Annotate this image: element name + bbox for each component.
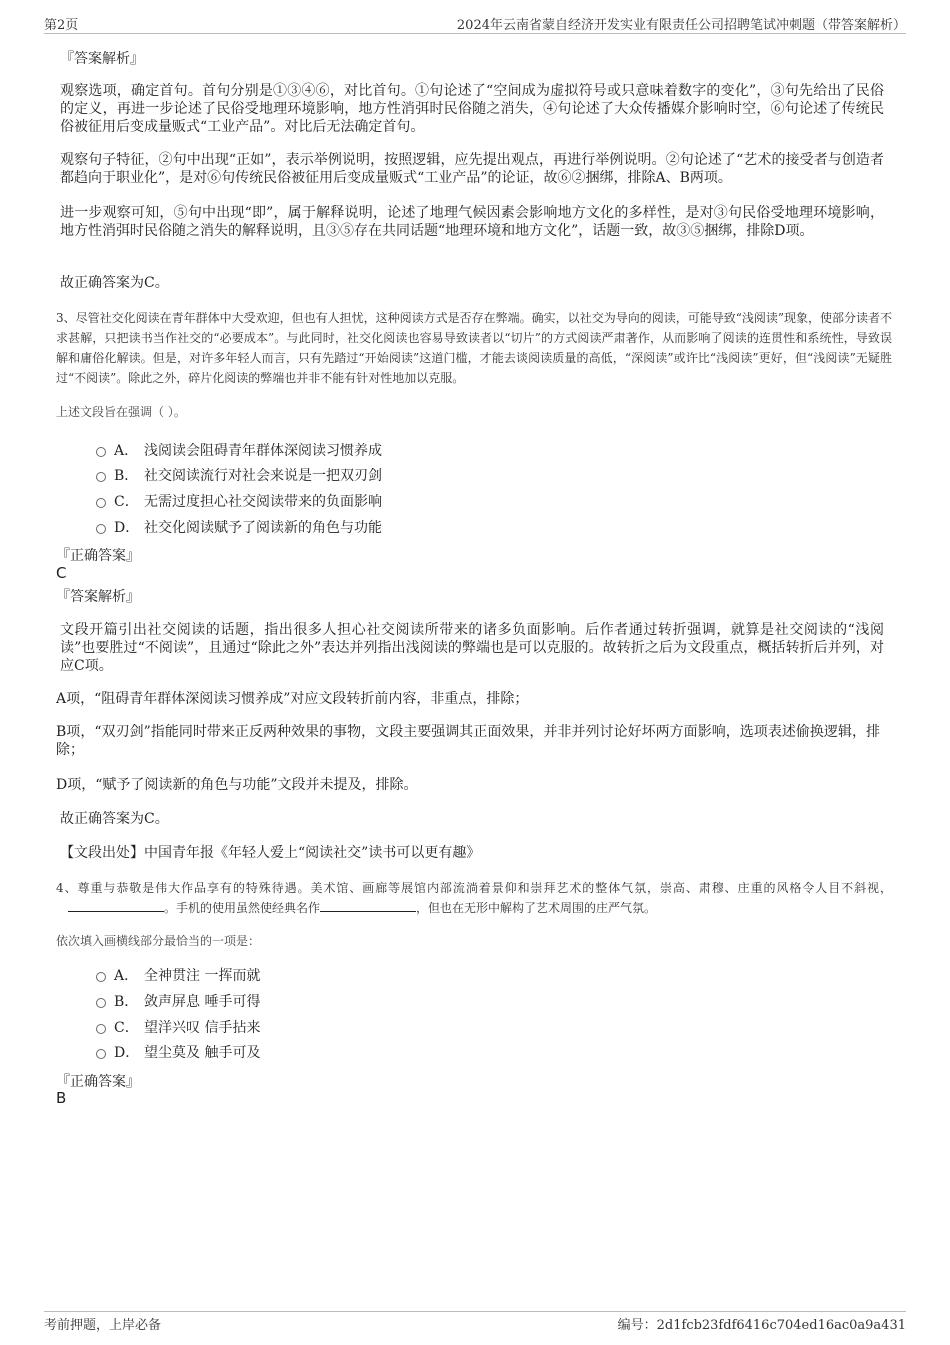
document-code: 编号：2d1fcb23fdf6416c704ed16ac0a9a431: [617, 1318, 906, 1333]
radio-button-icon[interactable]: [96, 972, 106, 982]
option-letter: B．: [114, 468, 139, 484]
document-title: 2024年云南省蒙自经济开发实业有限责任公司招聘笔试冲刺题（带答案解析）: [456, 18, 906, 33]
q3-prompt: 上述文段旨在强调（ ）。: [56, 405, 186, 419]
fill-blank[interactable]: [68, 900, 164, 912]
q4-stem-text: 4、尊重与恭敬是伟大作品享有的特殊待遇。美术馆、画廊等展馆内部流淌着景仰和崇拜艺术的整体气氛，崇高、肃穆、庄重的风格令人目不斜视，: [56, 881, 892, 895]
option-letter: C．: [114, 494, 139, 510]
q2-final-answer: 故正确答案为C。: [60, 275, 169, 291]
radio-button-icon[interactable]: [96, 498, 106, 508]
option-letter: D．: [114, 1045, 140, 1061]
radio-button-icon[interactable]: [96, 998, 106, 1008]
q3-explanation-paragraph: D项，“赋予了阅读新的角色与功能”文段并未提及，排除。: [56, 777, 418, 793]
radio-button-icon[interactable]: [96, 472, 106, 482]
q4-option-b[interactable]: [96, 991, 260, 1011]
radio-button-icon[interactable]: [96, 524, 106, 534]
option-text: 浅阅读会阻碍青年群体深阅读习惯养成: [144, 443, 382, 459]
option-letter: C．: [114, 1020, 139, 1036]
q4-stem-text: ，但也在无形中解构了艺术周围的庄严气氛。: [416, 901, 657, 915]
q2-explanation-paragraph: 观察选项，确定首句。首句分别是①③④⑥，对比首句。①句论述了“空间成为虚拟符号或只意味着数字的变化”，③句先给出了民俗的定义，再进一步论述了民俗受地理环境影响，地方性消弭时民俗随之消失，④句论述了大众传播媒介影响时空，⑥句论述了传统民俗被征用后变成量贩式“工业产品”。对比后无法确定首句。: [60, 83, 884, 135]
q4-answer: B: [56, 1089, 67, 1107]
q3-answer-label: 『正确答案』: [56, 548, 140, 564]
fill-blank[interactable]: [320, 900, 416, 912]
q4-stem-text: 。手机的使用虽然使经典名作: [164, 901, 321, 915]
option-text: 望洋兴叹 信手拈来: [144, 1020, 261, 1036]
option-letter: D．: [114, 520, 140, 536]
radio-button-icon[interactable]: [96, 447, 106, 457]
q3-option-b[interactable]: [96, 465, 382, 485]
option-text: 无需过度担心社交阅读带来的负面影响: [144, 494, 382, 510]
q4-option-a[interactable]: [96, 965, 260, 985]
radio-button-icon[interactable]: [96, 1024, 106, 1034]
q4-prompt: 依次填入画横线部分最恰当的一项是：: [56, 934, 261, 948]
q3-stem: 3、尽管社交化阅读在青年群体中大受欢迎，但也有人担忧，这种阅读方式是否存在弊端。确实，以社交为导向的阅读，可能导致“浅阅读”现象，使部分读者不求甚解，只把读书当作社交的“必要成本”。与此同时，社交化阅读也容易导致读者以“切片”的方式阅读严肃著作，从而影响了阅读的连贯性和系统性，导致误解和庸俗化解读。但是，对许多年轻人而言，只有先踏过“开始阅读”这道门槛，才能去谈阅读质量的高低，“深阅读”或许比“浅阅读”更好，但“浅阅读”无疑胜过“不阅读”。除此之外，碎片化阅读的弊端也并非不能有针对性地加以克服。: [56, 311, 892, 385]
q3-final-answer: 故正确答案为C。: [60, 811, 169, 827]
q2-explanation-paragraph: 进一步观察可知，⑤句中出现“即”，属于解释说明，论述了地理气候因素会影响地方文化的多样性，是对③句民俗受地理环境影响，地方性消弭时民俗随之消失的解释说明，且③⑤存在共同话题“地理环境和地方文化”，话题一致，故③⑤捆绑，排除D项。: [60, 205, 884, 239]
q3-explanation-paragraph: A项，“阻碍青年群体深阅读习惯养成”对应文段转折前内容，非重点，排除；: [56, 691, 529, 707]
option-text: 全神贯注 一挥而就: [144, 968, 261, 984]
option-letter: A．: [114, 968, 139, 984]
q2-explanation-paragraph: 观察句子特征，②句中出现“正如”，表示举例说明，按照逻辑，应先提出观点，再进行举例说明。②句论述了“艺术的接受者与创造者都趋向于职业化”，是对⑥句传统民俗被征用后变成量贩式“工业产品”的论证，故⑥②捆绑，排除A、B两项。: [60, 152, 884, 186]
page-number: 第2页: [44, 18, 79, 33]
q3-option-d[interactable]: [96, 517, 382, 537]
q3-answer: C: [56, 564, 67, 582]
q4-option-c[interactable]: [96, 1017, 260, 1037]
q4-answer-label: 『正确答案』: [56, 1074, 140, 1090]
q3-explanation-label: 『答案解析』: [56, 589, 140, 605]
option-letter: A．: [114, 443, 139, 459]
page-header: [44, 12, 906, 34]
option-letter: B．: [114, 994, 139, 1010]
option-text: 敛声屏息 唾手可得: [144, 994, 261, 1010]
option-text: 社交化阅读赋予了阅读新的角色与功能: [144, 520, 382, 536]
q4-option-d[interactable]: [96, 1042, 260, 1062]
q3-option-c[interactable]: [96, 491, 382, 511]
option-text: 社交阅读流行对社会来说是一把双刃剑: [144, 468, 382, 484]
radio-button-icon[interactable]: [96, 1049, 106, 1059]
q2-explanation-label: 『答案解析』: [60, 51, 144, 67]
q4-stem: [56, 878, 892, 918]
footer-slogan: 考前押题，上岸必备: [44, 1318, 162, 1333]
q3-explanation-paragraph: B项，“双刃剑”指能同时带来正反两种效果的事物，文段主要强调其正面效果，并非并列讨论好坏两方面影响，选项表述偷换逻辑，排除；: [56, 724, 880, 758]
page-footer: [44, 1311, 906, 1335]
option-text: 望尘莫及 触手可及: [144, 1045, 261, 1061]
q3-explanation-paragraph: 文段开篇引出社交阅读的话题，指出很多人担心社交阅读所带来的诸多负面影响。后作者通过转折强调，就算是社交阅读的“浅阅读”也要胜过“不阅读”，且通过“除此之外”表达并列指出浅阅读的弊端也是可以克服的。故转折之后为文段重点，概括转折后并列，对应C项。: [60, 622, 884, 674]
q3-option-a[interactable]: [96, 440, 382, 460]
q3-source: 【文段出处】中国青年报《年轻人爱上“阅读社交”读书可以更有趣》: [60, 845, 481, 861]
